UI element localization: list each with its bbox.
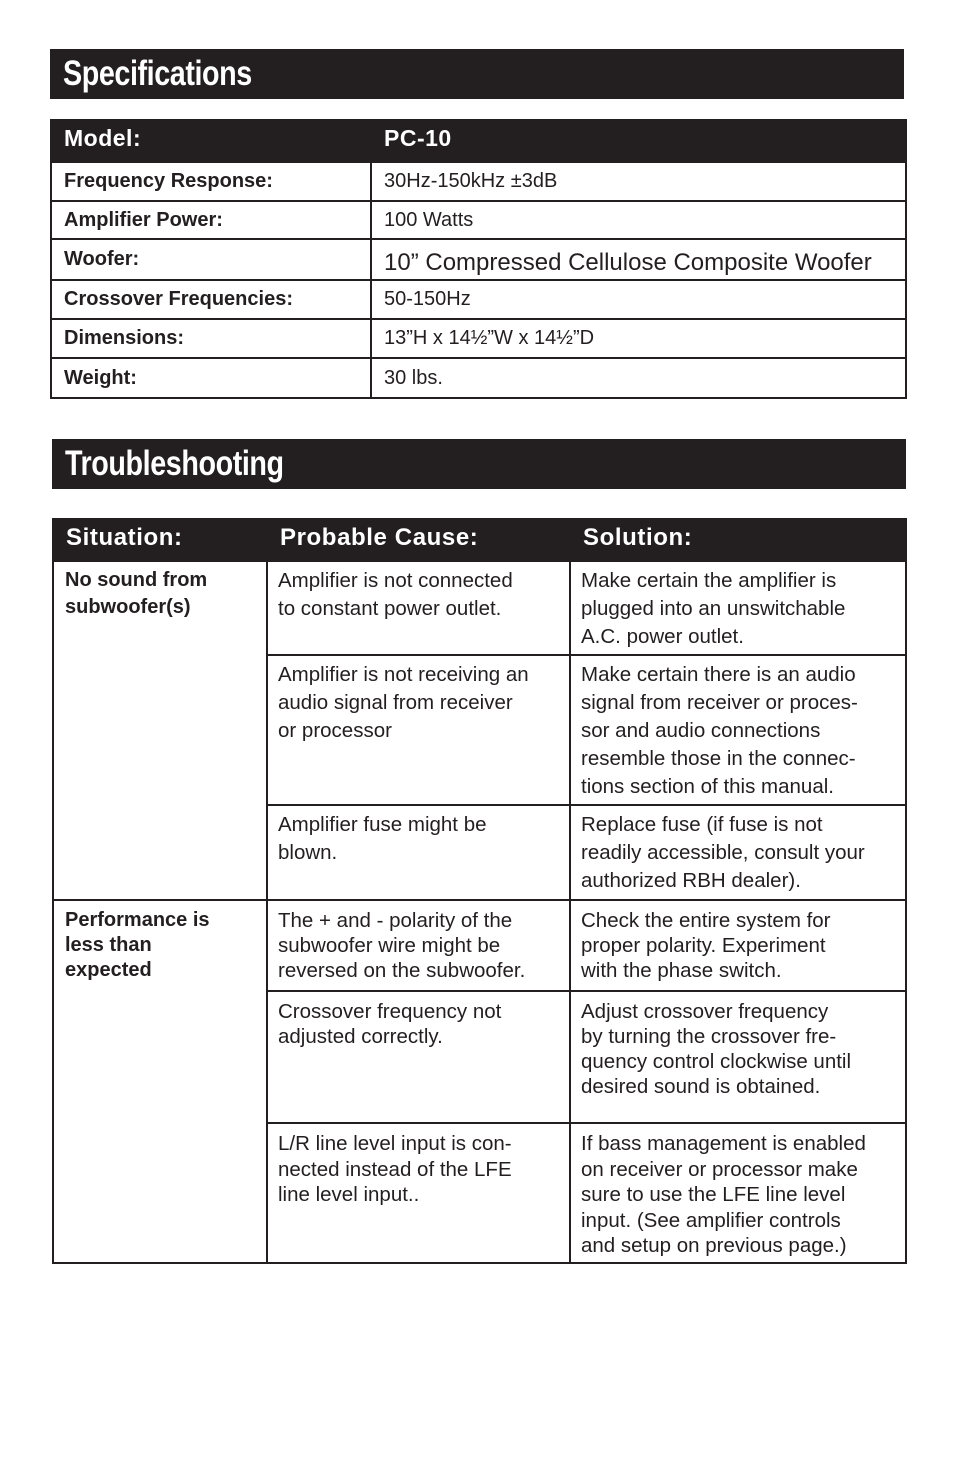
cause-cell: The + and - polarity of the subwoofer wire might be reversed on the subwoofer. (267, 900, 570, 991)
spec-row (51, 201, 906, 239)
spec-row (51, 280, 906, 319)
situation-cell: Performance is less than expected (53, 900, 267, 1263)
spec-label: Woofer: (51, 239, 371, 280)
spec-label: Dimensions: (51, 319, 371, 358)
troubleshooting-table (52, 518, 907, 1264)
spec-label: Amplifier Power: (51, 201, 371, 239)
spec-value: 50-150Hz (371, 280, 906, 319)
solution-cell: Adjust crossover frequency by turning the crossover fre- quency control clockwise until desired sound is obtained. (570, 991, 906, 1123)
solution-cell: Make certain the amplifier is plugged into an unswitchable A.C. power outlet. (570, 561, 906, 655)
solution-cell: Make certain there is an audio signal from receiver or proces- sor and audio connections resemble those in the connec- tions section of this manual. (570, 655, 906, 805)
spec-value: 30Hz-150kHz ±3dB (371, 162, 906, 201)
spec-row (51, 162, 906, 201)
cause-cell: Amplifier fuse might be blown. (267, 805, 570, 900)
ts-header-solution: Solution: (570, 519, 906, 561)
spec-label: Weight: (51, 358, 371, 398)
spec-row (51, 358, 906, 398)
cause-cell: L/R line level input is con- nected instead of the LFE line level input.. (267, 1123, 570, 1263)
spec-value: 100 Watts (371, 201, 906, 239)
table-row (53, 900, 906, 991)
troubleshooting-heading (52, 439, 906, 489)
cause-cell: Amplifier is not receiving an audio signal from receiver or processor (267, 655, 570, 805)
ts-header-cause: Probable Cause: (267, 519, 570, 561)
ts-header-situation: Situation: (53, 519, 267, 561)
spec-header-row (51, 120, 906, 162)
ts-header-row (53, 519, 906, 561)
table-row (53, 561, 906, 655)
solution-cell: Replace fuse (if fuse is not readily accessible, consult your authorized RBH dealer). (570, 805, 906, 900)
spec-header-label: Model: (51, 120, 371, 162)
spec-value: 10” Compressed Cellulose Composite Woofer (371, 239, 906, 280)
spec-row (51, 319, 906, 358)
spec-row (51, 239, 906, 280)
spec-value: 13”H x 14½”W x 14½”D (371, 319, 906, 358)
spec-value: 30 lbs. (371, 358, 906, 398)
troubleshooting-heading-text: Troubleshooting (65, 444, 284, 483)
spec-header-value: PC-10 (371, 120, 906, 162)
specifications-heading (50, 49, 904, 99)
cause-cell: Amplifier is not connected to constant power outlet. (267, 561, 570, 655)
situation-cell: No sound from subwoofer(s) (53, 561, 267, 900)
solution-cell: If bass management is enabled on receiver or processor make sure to use the LFE line level input. (See amplifier controls and setup on previous page.) (570, 1123, 906, 1263)
specifications-heading-text: Specifications (63, 54, 252, 93)
solution-cell: Check the entire system for proper polarity. Experiment with the phase switch. (570, 900, 906, 991)
specifications-table (50, 119, 907, 399)
cause-cell: Crossover frequency not adjusted correctly. (267, 991, 570, 1123)
spec-label: Crossover Frequencies: (51, 280, 371, 319)
spec-label: Frequency Response: (51, 162, 371, 201)
